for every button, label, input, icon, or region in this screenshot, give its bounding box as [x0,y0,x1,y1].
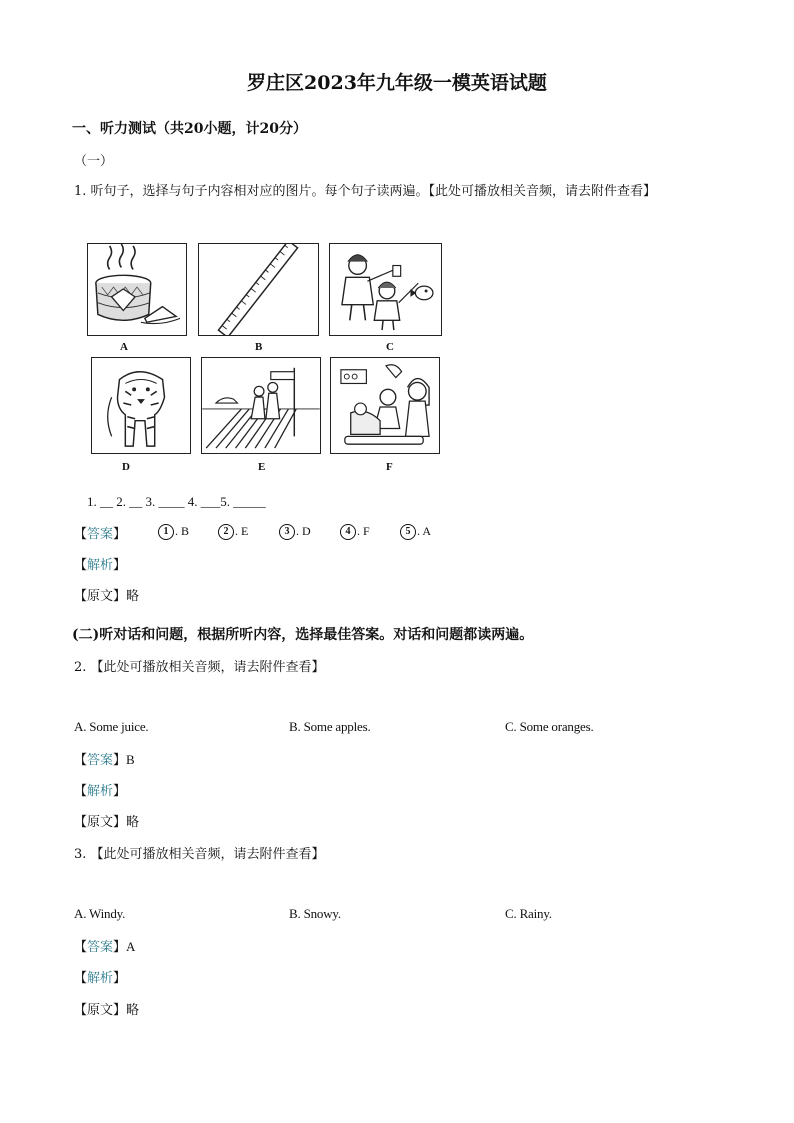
dentist-icon [331,358,439,453]
picture-e-label: E [258,461,266,473]
picture-c [329,243,442,336]
picture-c-label: C [386,341,394,353]
question-3-analysis: 【解析】 [74,971,127,986]
zongzi-steamer-icon [88,244,186,335]
question-2-option-c[interactable]: C. Some oranges. [505,719,594,734]
question-3-original: 【原文】略 [74,1003,140,1018]
part-1-label: （一） [74,154,114,169]
original-text-row: 【原文】略 [74,589,140,604]
question-2-answer: 【答案】B [74,752,135,768]
question-1-text: 1. 听句子，选择与句子内容相对应的图片。每个句子读两遍。【此处可播放相关音频，请去附件查看】 [74,184,657,199]
question-2-original: 【原文】略 [74,815,140,830]
answer-item-1: 1 . B [158,524,189,540]
question-1-blanks: 1. __ 2. __ 3. ____ 4. ___5. _____ [87,494,266,509]
answer-item-4: 4 . F [340,524,370,540]
picture-d [91,357,191,454]
picture-b-label: B [255,341,263,353]
question-3-option-c[interactable]: C. Rainy. [505,906,552,921]
answer-item-3: 3 . D [279,524,311,540]
picture-d-label: D [122,461,130,473]
answer-item-5: 5 . A [400,524,431,540]
picture-f [330,357,440,454]
ruler-icon [199,244,318,335]
question-2-option-a[interactable]: A. Some juice. [74,719,149,734]
question-3-answer: 【答案】A [74,939,136,955]
question-2-stem: 2. 【此处可播放相关音频，请去附件查看】 [74,660,325,675]
picture-b [198,243,319,336]
part-2-heading: (二)听对话和问题，根据所听内容，选择最佳答案。对话和问题都读两遍。 [72,627,534,643]
picture-f-label: F [386,461,393,473]
picture-a [87,243,187,336]
question-3-stem: 3. 【此处可播放相关音频，请去附件查看】 [74,847,325,862]
question-3-option-a[interactable]: A. Windy. [74,906,126,921]
tiger-icon [92,358,190,453]
section-1-heading: 一、听力测试（共20小题，计20分） [72,121,307,137]
question-2-analysis: 【解析】 [74,784,127,799]
crossing-street-icon [202,358,320,453]
answer-item-2: 2 . E [218,524,248,540]
lantern-children-icon [330,244,441,335]
answer-label: 【答案】 [74,527,127,542]
page-title: 罗庄区2023年九年级一模英语试题 [247,72,547,94]
picture-e [201,357,321,454]
analysis-label: 【解析】 [74,558,127,573]
question-3-option-b[interactable]: B. Snowy. [289,906,341,921]
question-2-option-b[interactable]: B. Some apples. [289,719,371,734]
picture-a-label: A [120,341,128,353]
